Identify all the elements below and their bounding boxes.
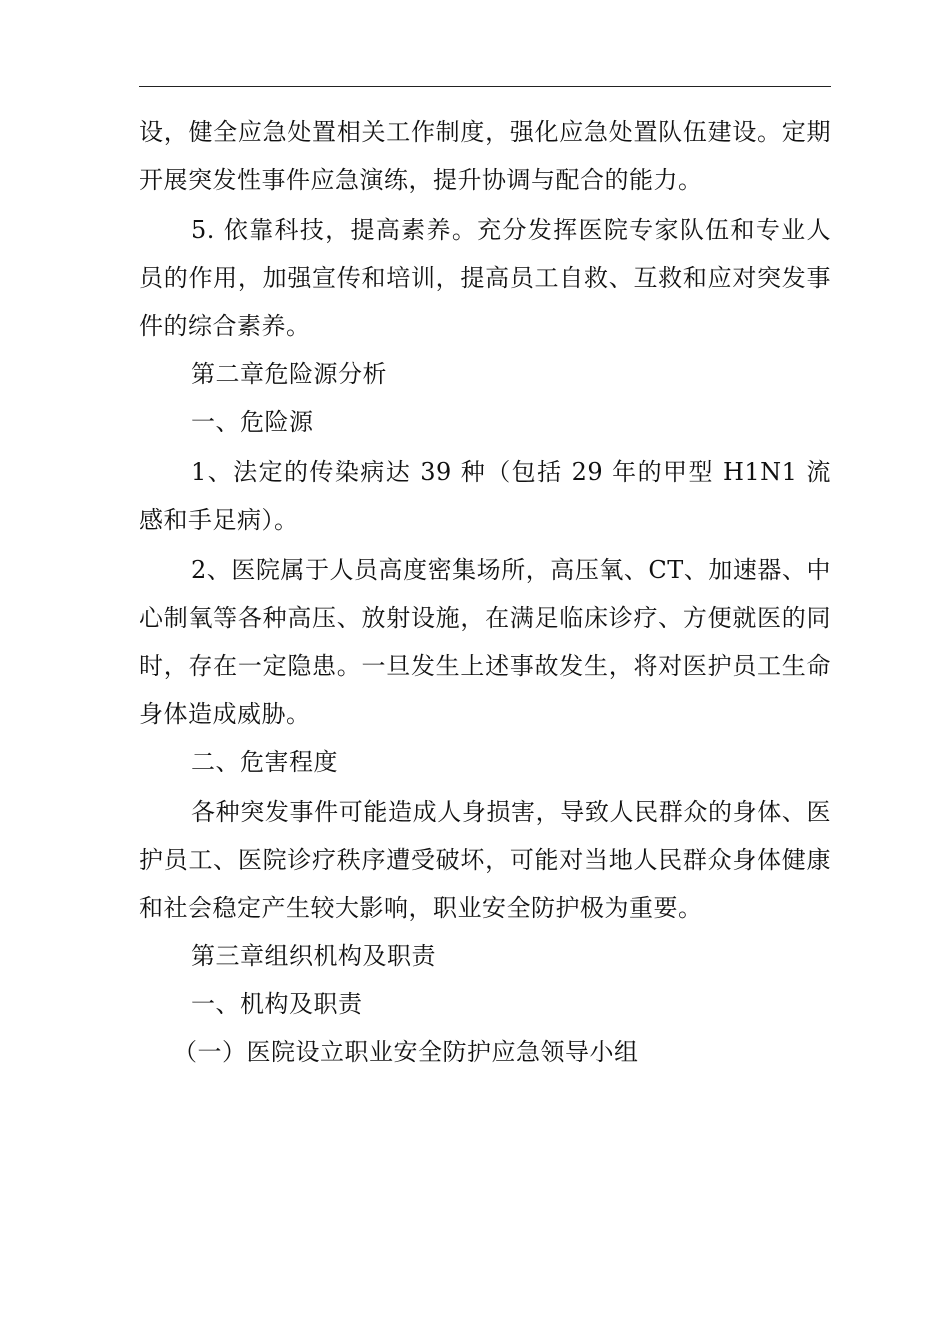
chapter-3-heading: 第三章组织机构及职责 (191, 942, 436, 970)
section-hazard-degree-heading: 二、危害程度 (191, 748, 338, 776)
paragraph-hospital-facilities: 2、医院属于人员高度密集场所，高压氧、CT、加速器、中心制氧等各种高压、放射设施，在满足临床诊疗、方便就医的同时，存在一定隐患。一旦发生上述事故发生，将对医护员工生命身体造成威胁。 (139, 556, 831, 728)
paragraph-emergency-system: 设，健全应急处置相关工作制度，强化应急处置队伍建设。定期开展突发性事件应急演练，提升协调与配合的能力。 (139, 118, 831, 194)
subsection-leadership-group-heading: （一）医院设立职业安全防护应急领导小组 (173, 1038, 639, 1066)
section-organization-heading: 一、机构及职责 (191, 990, 363, 1018)
paragraph-technology-literacy: 5. 依靠科技，提高素养。充分发挥医院专家队伍和专业人员的作用，加强宣传和培训，提高员工自救、互救和应对突发事件的综合素养。 (139, 216, 831, 340)
chapter-2-heading: 第二章危险源分析 (191, 360, 387, 388)
header-rule (139, 86, 831, 87)
paragraph-hazard-impact: 各种突发事件可能造成人身损害，导致人民群众的身体、医护员工、医院诊疗秩序遭受破坏，可能对当地人民群众身体健康和社会稳定产生较大影响，职业安全防护极为重要。 (139, 798, 831, 922)
document-body (139, 108, 831, 1076)
section-hazard-sources-heading: 一、危险源 (191, 408, 314, 436)
paragraph-infectious-diseases: 1、法定的传染病达 39 种（包括 29 年的甲型 H1N1 流感和手足病）。 (139, 458, 831, 534)
